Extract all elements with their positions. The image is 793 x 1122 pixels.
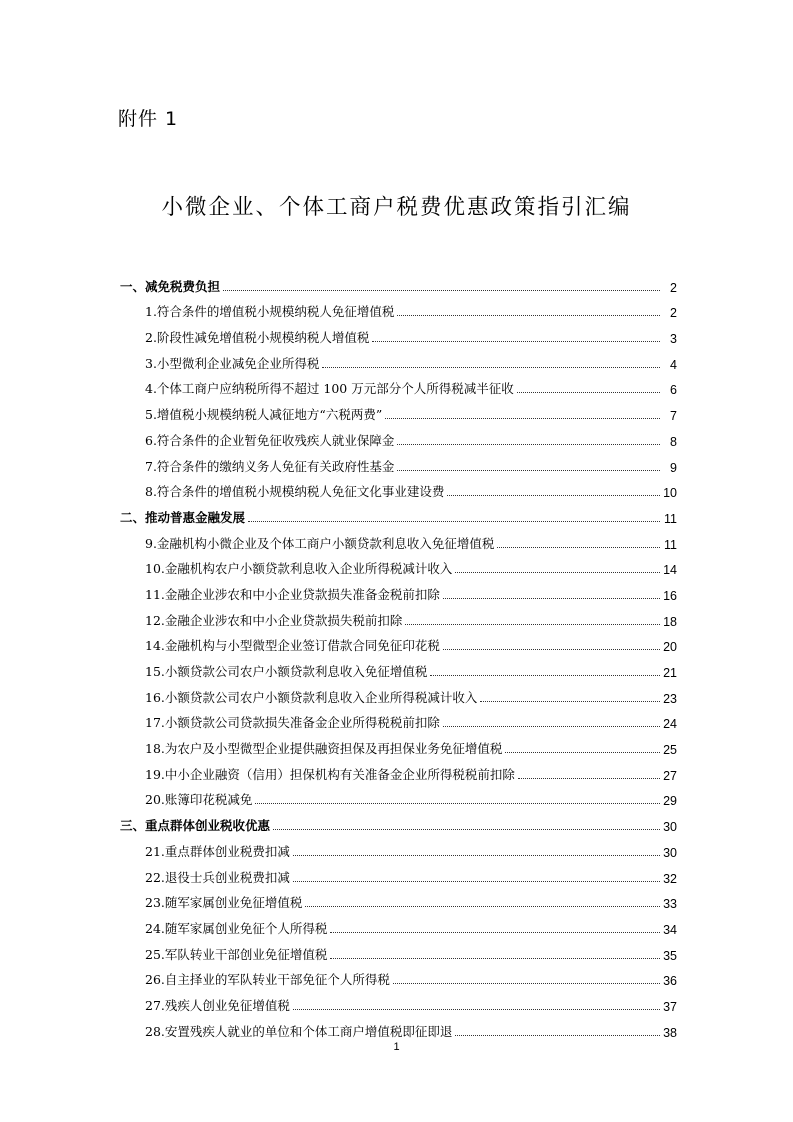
dot-leader <box>372 341 660 342</box>
toc-item[interactable] <box>120 680 677 706</box>
dot-leader <box>455 572 660 573</box>
toc-page-number: 11 <box>664 511 677 526</box>
toc-item[interactable] <box>120 937 677 963</box>
toc-entry-text: 三、重点群体创业税收优惠 <box>120 818 271 834</box>
toc-entry-text: 2.阶段性减免增值税小规模纳税人增值税 <box>145 330 370 346</box>
toc-entry-text: 17.小额贷款公司贷款损失准备金企业所得税税前扣除 <box>145 715 440 731</box>
toc-page-number: 20 <box>663 640 677 655</box>
toc-page-number: 33 <box>663 897 677 912</box>
toc-item[interactable] <box>120 783 677 809</box>
dot-leader <box>293 1009 660 1010</box>
dot-leader <box>305 906 660 907</box>
attachment-label: 附件 1 <box>118 108 179 130</box>
toc-page-number: 25 <box>663 743 677 758</box>
toc-entry-text: 28.安置残疾人就业的单位和个体工商户增值税即征即退 <box>145 1023 453 1039</box>
toc-page-number: 38 <box>663 1025 677 1040</box>
toc-entry-text: 21.重点群体创业税费扣减 <box>145 843 290 859</box>
toc-page-number: 32 <box>663 871 677 886</box>
dot-leader <box>518 778 660 779</box>
toc-page-number: 37 <box>663 999 677 1014</box>
toc-entry-text: 27.残疾人创业免征增值税 <box>145 997 290 1013</box>
toc-item[interactable] <box>120 449 677 475</box>
toc-page-number: 30 <box>663 820 677 835</box>
toc-page-number: 30 <box>663 845 677 860</box>
toc-item[interactable] <box>120 963 677 989</box>
toc-entry-text: 14.金融机构与小型微型企业签订借款合同免征印花税 <box>145 638 440 654</box>
toc-item[interactable] <box>120 346 677 372</box>
toc-page-number: 8 <box>670 434 677 449</box>
toc-page-number: 2 <box>670 280 677 295</box>
toc-page-number: 11 <box>664 537 677 552</box>
toc-item[interactable] <box>120 886 677 912</box>
toc-item[interactable] <box>120 834 677 860</box>
toc-item[interactable] <box>120 988 677 1014</box>
toc-item[interactable] <box>120 320 677 346</box>
toc-item[interactable] <box>120 629 677 655</box>
dot-leader <box>443 598 660 599</box>
toc-entry-text: 11.金融企业涉农和中小企业贷款损失准备金税前扣除 <box>145 586 440 602</box>
dot-leader <box>385 418 660 419</box>
toc-section[interactable] <box>120 269 677 295</box>
toc-item[interactable] <box>120 860 677 886</box>
toc-item[interactable] <box>120 526 677 552</box>
toc-entry-text: 22.退役士兵创业税费扣减 <box>145 869 290 885</box>
toc-section[interactable] <box>120 500 677 526</box>
toc-page-number: 6 <box>670 383 677 398</box>
toc-item[interactable] <box>120 475 677 501</box>
dot-leader <box>430 675 660 676</box>
toc-page-number: 14 <box>663 563 677 578</box>
toc-entry-text: 9.金融机构小微企业及个体工商户小额贷款利息收入免征增值税 <box>145 535 495 551</box>
toc-item[interactable] <box>120 397 677 423</box>
toc-entry-text: 10.金融机构农户小额贷款利息收入企业所得税减计收入 <box>145 561 453 577</box>
toc-entry-text: 12.金融企业涉农和中小企业贷款损失税前扣除 <box>145 612 403 628</box>
toc-page-number: 27 <box>663 768 677 783</box>
toc-entry-text: 25.军队转业干部创业免征增值税 <box>145 946 328 962</box>
toc-page-number: 4 <box>670 357 677 372</box>
toc-page-number: 21 <box>663 666 677 680</box>
dot-leader <box>293 881 660 882</box>
toc-entry-text: 7.符合条件的缴纳义务人免征有关政府性基金 <box>145 458 395 474</box>
dot-leader <box>293 855 660 856</box>
dot-leader <box>455 1035 660 1036</box>
toc-item[interactable] <box>120 911 677 937</box>
dot-leader <box>397 470 660 471</box>
toc-page-number: 16 <box>663 588 677 603</box>
toc-entry-text: 15.小额贷款公司农户小额贷款利息收入免征增值税 <box>145 664 428 679</box>
dot-leader <box>405 624 660 625</box>
toc-item[interactable] <box>120 552 677 578</box>
toc-item[interactable] <box>120 731 677 757</box>
toc-item[interactable] <box>120 603 677 629</box>
toc-entry-text: 23.随军家属创业免征增值税 <box>145 895 303 911</box>
toc-page-number: 29 <box>663 794 677 809</box>
toc-section[interactable] <box>120 808 677 834</box>
dot-leader <box>480 701 660 702</box>
toc-page-number: 3 <box>670 332 677 347</box>
toc-entry-text: 二、推动普惠金融发展 <box>120 509 246 525</box>
toc-item[interactable] <box>120 577 677 603</box>
toc-entry-text: 18.为农户及小型微型企业提供融资担保及再担保业务免征增值税 <box>145 741 503 757</box>
dot-leader <box>393 983 660 984</box>
dot-leader <box>517 392 660 393</box>
dot-leader <box>497 547 660 548</box>
toc-entry-text: 3.小型微利企业减免企业所得税 <box>145 355 320 371</box>
toc-item[interactable] <box>120 1014 677 1040</box>
toc-item[interactable] <box>120 757 677 783</box>
toc-page-number: 36 <box>663 974 677 989</box>
toc-page-number: 24 <box>663 717 677 732</box>
toc-page-number: 7 <box>670 409 677 424</box>
toc-entry-text: 4.个体工商户应纳税所得不超过 100 万元部分个人所得税减半征收 <box>145 381 514 397</box>
toc-page-number: 23 <box>663 691 677 706</box>
toc-entry-text: 8.符合条件的增值税小规模纳税人免征文化事业建设费 <box>145 484 445 500</box>
toc-item[interactable] <box>120 423 677 449</box>
dot-leader <box>443 726 660 727</box>
dot-leader <box>330 958 660 959</box>
toc-entry-text: 24.随军家属创业免征个人所得税 <box>145 920 328 936</box>
dot-leader <box>330 932 660 933</box>
toc-item[interactable] <box>120 295 677 321</box>
dot-leader <box>273 829 660 830</box>
toc-page-number: 10 <box>663 486 677 501</box>
dot-leader <box>223 290 660 291</box>
dot-leader <box>443 649 660 650</box>
toc-item[interactable] <box>120 372 677 398</box>
page-number: 1 <box>393 1041 400 1053</box>
toc-entry-text: 19.中小企业融资（信用）担保机构有关准备金企业所得税税前扣除 <box>145 766 515 782</box>
toc-page-number: 35 <box>663 948 677 963</box>
dot-leader <box>397 315 660 316</box>
document-title: 小微企业、个体工商户税费优惠政策指引汇编 <box>161 195 632 220</box>
toc-page-number: 18 <box>663 614 677 629</box>
toc-item[interactable] <box>120 706 677 732</box>
toc-item[interactable] <box>120 654 677 680</box>
toc-page-number: 34 <box>663 922 677 937</box>
toc-entry-text: 1.符合条件的增值税小规模纳税人免征增值税 <box>145 304 395 320</box>
dot-leader <box>397 444 660 445</box>
toc-entry-text: 5.增值税小规模纳税人减征地方“六税两费” <box>145 407 383 423</box>
toc-entry-text: 一、减免税费负担 <box>120 278 221 294</box>
toc-entry-text: 16.小额贷款公司农户小额贷款利息收入企业所得税减计收入 <box>145 689 478 705</box>
dot-leader <box>255 803 660 804</box>
toc-page-number: 9 <box>670 460 677 475</box>
toc-entry-text: 26.自主择业的军队转业干部免征个人所得税 <box>145 972 390 988</box>
dot-leader <box>248 521 660 522</box>
toc-entry-text: 20.账簿印花税减免 <box>145 792 253 808</box>
toc-entry-text: 6.符合条件的企业暂免征收残疾人就业保障金 <box>145 432 395 448</box>
dot-leader <box>447 495 660 496</box>
dot-leader <box>322 367 660 368</box>
dot-leader <box>505 752 660 753</box>
table-of-contents <box>120 269 677 1040</box>
toc-page-number: 2 <box>670 306 677 321</box>
